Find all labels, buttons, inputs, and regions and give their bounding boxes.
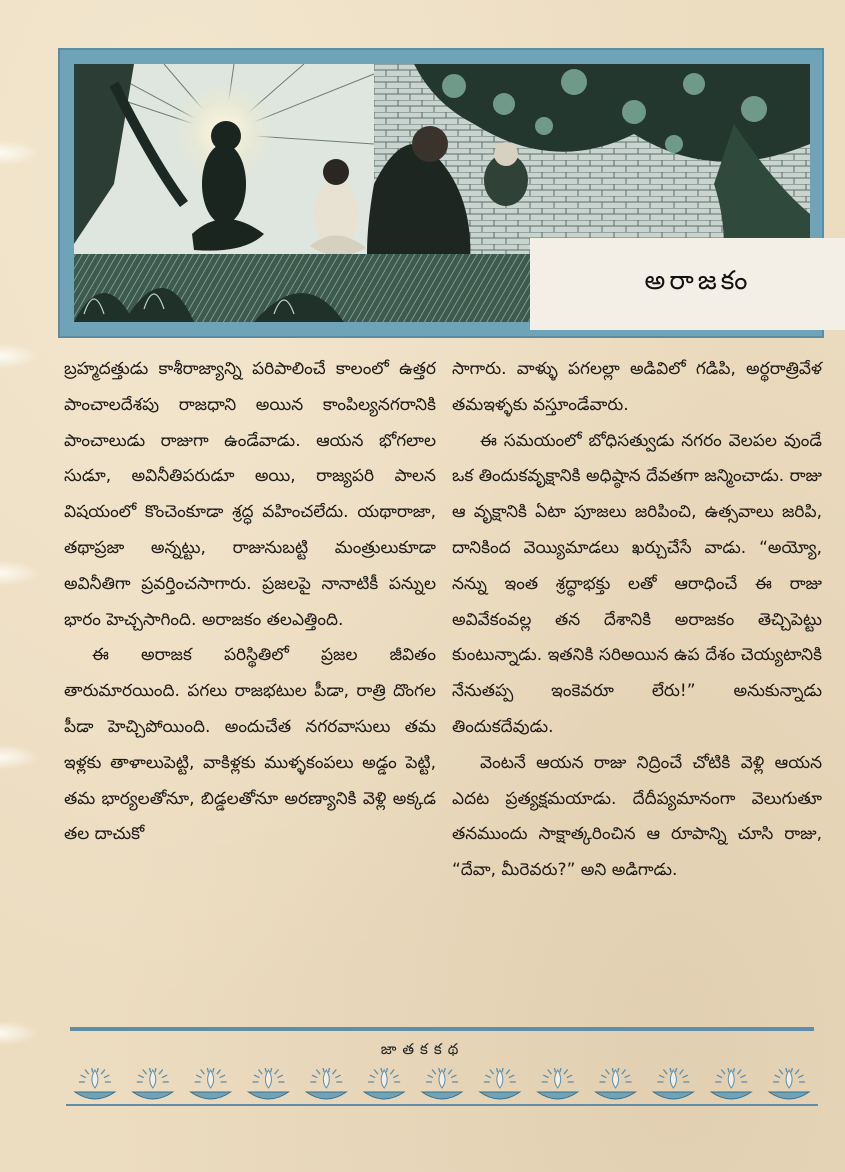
paragraph: వెంటనే ఆయన రాజు నిద్రించే చోటికి వెళ్లి ఆయన ఎదట ప్రత్యక్షమయాడు. దేదీప్యమానంగా వెలుగుతూ తనముందు సాక్షాత్కరించిన ఆ రూపాన్ని చూసి రాజు, “దేవా, మీరెవరు?” అని అడిగాడు. — [452, 752, 822, 881]
left-column — [64, 352, 436, 853]
oil-lamp-icon — [306, 1068, 346, 1099]
oil-lamp-icon — [538, 1068, 578, 1099]
oil-lamp-icon — [769, 1068, 809, 1099]
footer-divider — [70, 1027, 814, 1031]
paragraph: బ్రహ్మదత్తుడు కాశీరాజ్యాన్ని పరిపాలించే కాలంలో ఉత్తర పాంచాలదేశపు రాజధాని అయిన కాంపిల్యనగరానికి పాంచాలుడు రాజుగా ఉండేవాడు. ఆయన భోగలాల సుడూ, అవినీతిపరుడూ అయి, రాజ్యపరి పాలన విషయంలో కొంచెంకూడా శ్రద్ధ వహించలేదు. యథారాజా, తథాప్రజా అన్నట్టు, రాజునుబట్టి మంత్రులుకూడా అవినీతిగా ప్రవర్తించసాగారు. ప్రజలపై నానాటికీ పన్నుల భారం హెచ్చసాగింది. అరాజకం తలఎత్తింది. — [64, 359, 436, 630]
lamp-border-svg — [66, 1068, 818, 1108]
paragraph: ఈ అరాజక పరిస్థితిలో ప్రజల జీవితం తారుమారయింది. పగలు రాజభటుల పీడా, రాత్రి దొంగల పీడా హెచ్చిపోయింది. అందుచేత నగరవాసులు తమ ఇళ్లకు తాళాలుపెట్టి, వాకిళ్లకు ముళ్ళకంపలు అడ్డం పెట్టి, తమ భార్యలతోనూ, బిడ్డలతోనూ అరణ్యానికి వెళ్లి అక్కడ తల దాచుకో — [64, 645, 436, 845]
oil-lamp-icon — [364, 1068, 404, 1099]
footer-label: జాతకకథ — [380, 1040, 465, 1058]
header-banner — [58, 48, 824, 338]
oil-lamp-icon — [75, 1068, 115, 1099]
paragraph: ఈ సమయంలో బోధిసత్వుడు నగరం వెలపల వుండే ఒక తిందుకవృక్షానికి అధిష్ఠాన దేవతగా జన్మించాడు. రాజు ఆ వృక్షానికి ఏటా పూజలు జరిపించి, ఉత్సవాలు జరిపి, దానికింద వెయ్యిమాడలు ఖర్చుచేసే వాడు. “అయ్యో, నన్ను ఇంత శ్రద్ధాభక్తు లతో ఆరాధించే ఈ రాజు అవివేకంవల్ల తన దేశానికి అరాజకం తెచ్చిపెట్టు కుంటున్నాడు. ఇతనికి సరిఅయిన ఉప దేశం చెయ్యటానికి నేనుతప్ప ఇంకెవరూ లేరు!” అనుకున్నాడు తిందుకదేవుడు. — [452, 430, 822, 737]
paper-tear-mark — [0, 744, 40, 770]
right-column — [452, 352, 822, 889]
paper-tear-mark — [0, 140, 40, 166]
paragraph: సాగారు. వాళ్ళు పగలల్లా అడివిలో గడిపి, అర్థరాత్రివేళ తమఇళ్ళకు వస్తూండేవారు. — [452, 359, 822, 415]
paper-tear-mark — [0, 343, 40, 369]
oil-lamp-icon — [653, 1068, 693, 1099]
title-box — [530, 238, 845, 330]
lamp-ornament-row — [66, 1068, 818, 1108]
paper-tear-mark — [0, 560, 40, 586]
oil-lamp-icon — [422, 1068, 462, 1099]
oil-lamp-icon — [248, 1068, 288, 1099]
oil-lamp-icon — [596, 1068, 636, 1099]
oil-lamp-icon — [191, 1068, 231, 1099]
story-title: అరాజకం — [644, 266, 752, 296]
oil-lamp-icon — [480, 1068, 520, 1099]
oil-lamp-icon — [133, 1068, 173, 1099]
oil-lamp-icon — [711, 1068, 751, 1099]
